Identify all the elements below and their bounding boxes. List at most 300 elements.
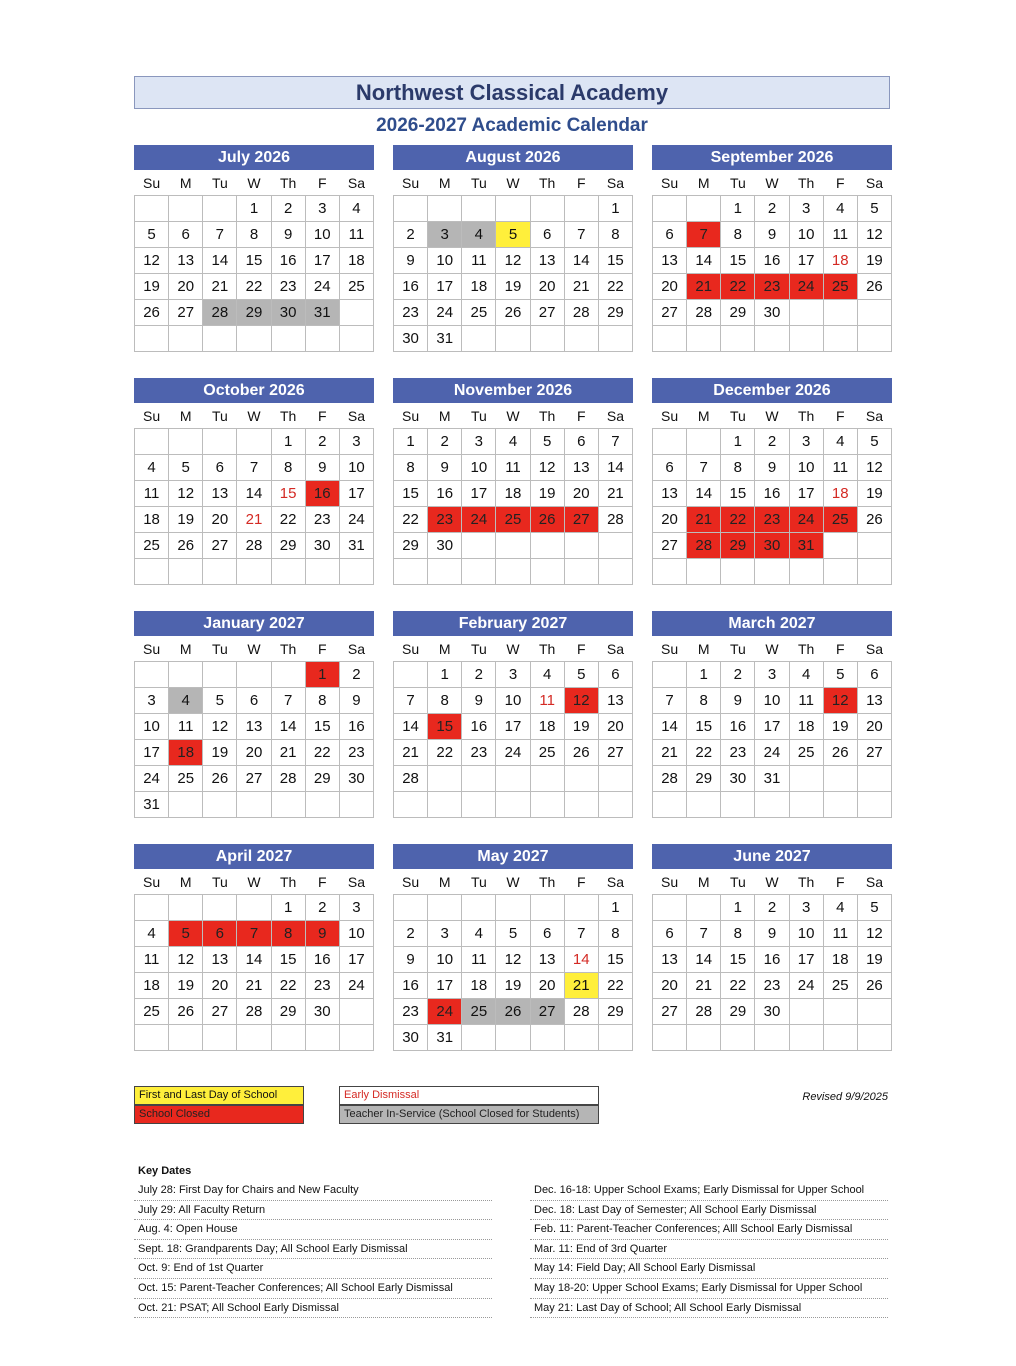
day-cell: 3: [305, 196, 339, 222]
day-cell: 18: [169, 740, 203, 766]
day-cell: 22: [428, 740, 462, 766]
day-cell: 3: [755, 662, 789, 688]
weekday-label: W: [765, 640, 779, 657]
weekday-label: W: [506, 407, 520, 424]
empty-day-cell: [857, 792, 891, 818]
day-cell: 14: [687, 481, 721, 507]
weekday-label: Sa: [347, 174, 365, 191]
weekday-label: Su: [143, 873, 161, 890]
empty-day-cell: [530, 766, 564, 792]
weekday-label: Su: [661, 640, 679, 657]
key-date-item: Oct. 15: Parent-Teacher Conferences; All School Early Dismissal: [134, 1279, 492, 1299]
day-cell: 8: [721, 455, 755, 481]
month-header: December 2026: [652, 378, 892, 403]
empty-day-cell: [135, 429, 169, 455]
day-cell: 11: [823, 222, 857, 248]
empty-day-cell: [237, 792, 271, 818]
day-cell: 14: [687, 947, 721, 973]
empty-day-cell: [135, 662, 169, 688]
day-cell: 7: [203, 222, 237, 248]
day-cell: 10: [496, 688, 530, 714]
day-cell: 26: [169, 999, 203, 1025]
day-cell: 18: [135, 507, 169, 533]
day-cell: 16: [271, 248, 305, 274]
day-cell: 2: [394, 222, 428, 248]
day-cell: 20: [598, 714, 632, 740]
day-cell: 29: [271, 999, 305, 1025]
day-cell: 20: [169, 274, 203, 300]
empty-day-cell: [496, 326, 530, 352]
empty-day-cell: [598, 559, 632, 585]
weekday-label: Th: [538, 174, 556, 191]
day-cell: 27: [653, 999, 687, 1025]
empty-day-cell: [564, 533, 598, 559]
empty-day-cell: [305, 326, 339, 352]
empty-day-cell: [823, 300, 857, 326]
empty-day-cell: [305, 1025, 339, 1051]
empty-day-cell: [203, 1025, 237, 1051]
day-cell: 5: [496, 222, 530, 248]
day-cell: 17: [462, 481, 496, 507]
day-cell: 19: [857, 248, 891, 274]
day-cell: 23: [394, 300, 428, 326]
day-cell: 2: [721, 662, 755, 688]
day-cell: 5: [530, 429, 564, 455]
day-cell: 10: [339, 455, 373, 481]
day-cell: 25: [169, 766, 203, 792]
month-calendar: [652, 844, 892, 1051]
day-cell: 21: [653, 740, 687, 766]
empty-day-cell: [428, 895, 462, 921]
weekday-label: Tu: [729, 407, 746, 424]
weekday-label: Tu: [211, 407, 228, 424]
day-cell: 5: [564, 662, 598, 688]
empty-day-cell: [339, 559, 373, 585]
day-cell: 8: [271, 455, 305, 481]
key-date-item: Dec. 16-18: Upper School Exams; Early Dismissal for Upper School: [530, 1181, 888, 1201]
day-cell: 16: [394, 973, 428, 999]
day-cell: 1: [598, 196, 632, 222]
weekday-label: Su: [143, 640, 161, 657]
day-cell: 13: [564, 455, 598, 481]
weekday-label: W: [765, 873, 779, 890]
calendar-subtitle: 2026-2027 Academic Calendar: [376, 115, 648, 136]
day-cell: 15: [721, 248, 755, 274]
empty-day-cell: [789, 999, 823, 1025]
day-cell: 1: [598, 895, 632, 921]
weekday-label: M: [179, 873, 192, 890]
empty-day-cell: [653, 662, 687, 688]
month-calendar: [393, 145, 633, 352]
day-cell: 13: [653, 248, 687, 274]
day-cell: 28: [653, 766, 687, 792]
empty-day-cell: [237, 662, 271, 688]
day-cell: 4: [789, 662, 823, 688]
day-cell: 27: [598, 740, 632, 766]
empty-day-cell: [564, 766, 598, 792]
day-cell: 25: [496, 507, 530, 533]
empty-day-cell: [687, 196, 721, 222]
legend-early-dismissal: Early Dismissal: [339, 1086, 599, 1105]
day-cell: 25: [823, 507, 857, 533]
month-calendar: [393, 611, 633, 818]
empty-day-cell: [169, 662, 203, 688]
day-cell: 15: [598, 947, 632, 973]
day-cell: 24: [496, 740, 530, 766]
day-cell: 6: [203, 455, 237, 481]
day-cell: 13: [857, 688, 891, 714]
day-cell: 29: [394, 533, 428, 559]
empty-day-cell: [789, 559, 823, 585]
day-cell: 25: [823, 973, 857, 999]
empty-day-cell: [857, 1025, 891, 1051]
empty-day-cell: [789, 792, 823, 818]
month-header: September 2026: [652, 145, 892, 170]
empty-day-cell: [857, 999, 891, 1025]
empty-day-cell: [823, 1025, 857, 1051]
empty-day-cell: [394, 792, 428, 818]
day-cell: 18: [135, 973, 169, 999]
day-cell: 6: [653, 222, 687, 248]
day-cell: 10: [135, 714, 169, 740]
day-cell: 31: [339, 533, 373, 559]
day-cell: 19: [530, 481, 564, 507]
weekday-label: Th: [279, 873, 297, 890]
empty-day-cell: [823, 533, 857, 559]
day-cell: 19: [169, 973, 203, 999]
empty-day-cell: [394, 895, 428, 921]
empty-day-cell: [653, 196, 687, 222]
month-header: May 2027: [393, 844, 633, 869]
day-cell: 23: [755, 973, 789, 999]
month-header: February 2027: [393, 611, 633, 636]
day-cell: 14: [564, 947, 598, 973]
weekday-label: Tu: [211, 640, 228, 657]
day-cell: 9: [755, 222, 789, 248]
day-cell: 15: [271, 947, 305, 973]
day-cell: 1: [305, 662, 339, 688]
day-cell: 2: [755, 429, 789, 455]
month-header: July 2026: [134, 145, 374, 170]
day-cell: 18: [462, 973, 496, 999]
day-cell: 11: [823, 921, 857, 947]
day-cell: 12: [169, 947, 203, 973]
day-cell: 13: [237, 714, 271, 740]
empty-day-cell: [857, 300, 891, 326]
empty-day-cell: [305, 792, 339, 818]
day-cell: 27: [203, 999, 237, 1025]
day-cell: 21: [598, 481, 632, 507]
empty-day-cell: [271, 559, 305, 585]
day-cell: 11: [530, 688, 564, 714]
day-cell: 10: [755, 688, 789, 714]
day-cell: 15: [305, 714, 339, 740]
empty-day-cell: [339, 300, 373, 326]
weekday-label: F: [317, 873, 327, 890]
month-header: June 2027: [652, 844, 892, 869]
day-cell: 10: [789, 222, 823, 248]
day-cell: 17: [428, 274, 462, 300]
empty-day-cell: [462, 1025, 496, 1051]
day-cell: 6: [169, 222, 203, 248]
weekday-label: W: [765, 407, 779, 424]
day-cell: 6: [653, 921, 687, 947]
day-cell: 11: [823, 455, 857, 481]
key-date-item: July 29: All Faculty Return: [134, 1201, 492, 1221]
school-title: Northwest Classical Academy: [134, 76, 890, 109]
empty-day-cell: [687, 895, 721, 921]
weekday-label: M: [697, 640, 710, 657]
month-calendar: [393, 378, 633, 585]
day-cell: 19: [857, 481, 891, 507]
day-cell: 8: [598, 921, 632, 947]
weekday-label: M: [697, 407, 710, 424]
empty-day-cell: [135, 326, 169, 352]
day-cell: 19: [496, 973, 530, 999]
empty-day-cell: [169, 1025, 203, 1051]
empty-day-cell: [653, 1025, 687, 1051]
day-cell: 9: [305, 921, 339, 947]
day-cell: 10: [428, 248, 462, 274]
day-cell: 13: [530, 248, 564, 274]
revised-date: Revised 9/9/2025: [802, 1091, 888, 1103]
day-cell: 11: [462, 248, 496, 274]
day-cell: 14: [687, 248, 721, 274]
day-cell: 3: [496, 662, 530, 688]
day-cell: 12: [530, 455, 564, 481]
day-cell: 31: [755, 766, 789, 792]
key-dates-left: [134, 1181, 492, 1318]
empty-day-cell: [203, 196, 237, 222]
key-date-item: May 14: Field Day; All School Early Dismissal: [530, 1259, 888, 1279]
day-cell: 30: [428, 533, 462, 559]
weekday-label: W: [247, 873, 261, 890]
month-header: April 2027: [134, 844, 374, 869]
month-calendar: [652, 378, 892, 585]
day-cell: 19: [135, 274, 169, 300]
day-cell: 26: [530, 507, 564, 533]
day-cell: 9: [305, 455, 339, 481]
day-cell: 14: [653, 714, 687, 740]
day-cell: 1: [721, 895, 755, 921]
key-date-item: Aug. 4: Open House: [134, 1220, 492, 1240]
day-cell: 23: [428, 507, 462, 533]
month-calendar: [134, 145, 374, 352]
day-cell: 24: [305, 274, 339, 300]
weekday-label: M: [438, 174, 451, 191]
weekday-label: Sa: [606, 174, 624, 191]
empty-day-cell: [339, 792, 373, 818]
empty-day-cell: [203, 895, 237, 921]
day-cell: 12: [203, 714, 237, 740]
day-cell: 5: [169, 455, 203, 481]
weekday-label: F: [576, 873, 586, 890]
day-cell: 2: [462, 662, 496, 688]
day-cell: 24: [462, 507, 496, 533]
day-cell: 7: [394, 688, 428, 714]
day-cell: 1: [237, 196, 271, 222]
empty-day-cell: [462, 326, 496, 352]
day-cell: 14: [203, 248, 237, 274]
day-cell: 27: [564, 507, 598, 533]
day-cell: 26: [496, 999, 530, 1025]
day-cell: 20: [237, 740, 271, 766]
month-calendar: [134, 844, 374, 1051]
empty-day-cell: [564, 1025, 598, 1051]
empty-day-cell: [339, 1025, 373, 1051]
weekday-label: Su: [402, 873, 420, 890]
day-cell: 24: [789, 274, 823, 300]
empty-day-cell: [598, 792, 632, 818]
day-cell: 30: [755, 999, 789, 1025]
day-cell: 26: [857, 507, 891, 533]
day-cell: 27: [530, 999, 564, 1025]
day-cell: 30: [339, 766, 373, 792]
day-cell: 2: [305, 429, 339, 455]
day-cell: 28: [203, 300, 237, 326]
day-cell: 7: [237, 455, 271, 481]
day-cell: 12: [857, 455, 891, 481]
day-cell: 30: [755, 300, 789, 326]
day-cell: 7: [687, 921, 721, 947]
day-cell: 25: [339, 274, 373, 300]
day-cell: 14: [271, 714, 305, 740]
day-cell: 29: [721, 533, 755, 559]
day-cell: 23: [755, 274, 789, 300]
day-cell: 3: [339, 895, 373, 921]
day-cell: 13: [653, 481, 687, 507]
day-cell: 21: [687, 973, 721, 999]
day-cell: 17: [789, 248, 823, 274]
day-cell: 6: [530, 921, 564, 947]
weekday-label: Th: [797, 407, 815, 424]
day-cell: 5: [857, 196, 891, 222]
empty-day-cell: [203, 792, 237, 818]
weekday-label: F: [576, 407, 586, 424]
key-date-item: May 21: Last Day of School; All School Early Dismissal: [530, 1299, 888, 1319]
empty-day-cell: [271, 1025, 305, 1051]
empty-day-cell: [203, 326, 237, 352]
day-cell: 3: [789, 196, 823, 222]
month-calendar: [393, 844, 633, 1051]
day-cell: 11: [496, 455, 530, 481]
day-cell: 13: [203, 481, 237, 507]
month-header: October 2026: [134, 378, 374, 403]
empty-day-cell: [857, 326, 891, 352]
day-cell: 25: [530, 740, 564, 766]
day-cell: 2: [271, 196, 305, 222]
empty-day-cell: [823, 999, 857, 1025]
day-cell: 23: [305, 507, 339, 533]
day-cell: 25: [462, 999, 496, 1025]
month-header: November 2026: [393, 378, 633, 403]
weekday-label: F: [835, 873, 845, 890]
day-cell: 12: [857, 921, 891, 947]
empty-day-cell: [496, 533, 530, 559]
day-cell: 4: [462, 921, 496, 947]
empty-day-cell: [237, 326, 271, 352]
day-cell: 15: [721, 947, 755, 973]
day-cell: 22: [598, 274, 632, 300]
empty-day-cell: [462, 196, 496, 222]
day-cell: 17: [339, 947, 373, 973]
weekday-label: Th: [797, 174, 815, 191]
weekday-label: W: [247, 640, 261, 657]
weekday-label: Sa: [606, 407, 624, 424]
weekday-label: Su: [661, 407, 679, 424]
day-cell: 23: [271, 274, 305, 300]
day-cell: 8: [305, 688, 339, 714]
empty-day-cell: [169, 326, 203, 352]
day-cell: 5: [169, 921, 203, 947]
empty-day-cell: [564, 326, 598, 352]
day-cell: 29: [721, 999, 755, 1025]
empty-day-cell: [823, 792, 857, 818]
day-cell: 8: [394, 455, 428, 481]
month-calendar: [652, 145, 892, 352]
day-cell: 24: [135, 766, 169, 792]
day-cell: 9: [755, 455, 789, 481]
day-cell: 21: [394, 740, 428, 766]
day-cell: 22: [305, 740, 339, 766]
weekday-label: Tu: [211, 873, 228, 890]
empty-day-cell: [530, 196, 564, 222]
day-cell: 10: [305, 222, 339, 248]
empty-day-cell: [564, 559, 598, 585]
day-cell: 16: [755, 481, 789, 507]
month-calendar: [134, 378, 374, 585]
day-cell: 23: [305, 973, 339, 999]
day-cell: 2: [339, 662, 373, 688]
day-cell: 23: [462, 740, 496, 766]
day-cell: 30: [394, 1025, 428, 1051]
day-cell: 16: [305, 947, 339, 973]
day-cell: 17: [789, 481, 823, 507]
day-cell: 11: [135, 481, 169, 507]
day-cell: 28: [237, 533, 271, 559]
empty-day-cell: [237, 895, 271, 921]
empty-day-cell: [530, 895, 564, 921]
empty-day-cell: [530, 1025, 564, 1051]
empty-day-cell: [496, 792, 530, 818]
day-cell: 19: [857, 947, 891, 973]
day-cell: 1: [271, 429, 305, 455]
day-cell: 20: [857, 714, 891, 740]
day-cell: 29: [271, 533, 305, 559]
empty-day-cell: [687, 1025, 721, 1051]
weekday-label: M: [179, 174, 192, 191]
day-cell: 17: [496, 714, 530, 740]
day-cell: 22: [237, 274, 271, 300]
weekday-label: M: [697, 174, 710, 191]
day-cell: 10: [462, 455, 496, 481]
day-cell: 9: [721, 688, 755, 714]
day-cell: 7: [598, 429, 632, 455]
empty-day-cell: [823, 559, 857, 585]
weekday-label: F: [317, 174, 327, 191]
day-cell: 4: [496, 429, 530, 455]
day-cell: 18: [462, 274, 496, 300]
day-cell: 20: [530, 973, 564, 999]
day-cell: 21: [687, 274, 721, 300]
empty-day-cell: [721, 792, 755, 818]
weekday-label: F: [576, 640, 586, 657]
day-cell: 25: [789, 740, 823, 766]
weekday-label: Th: [279, 174, 297, 191]
day-cell: 3: [462, 429, 496, 455]
day-cell: 14: [564, 248, 598, 274]
day-cell: 17: [428, 973, 462, 999]
